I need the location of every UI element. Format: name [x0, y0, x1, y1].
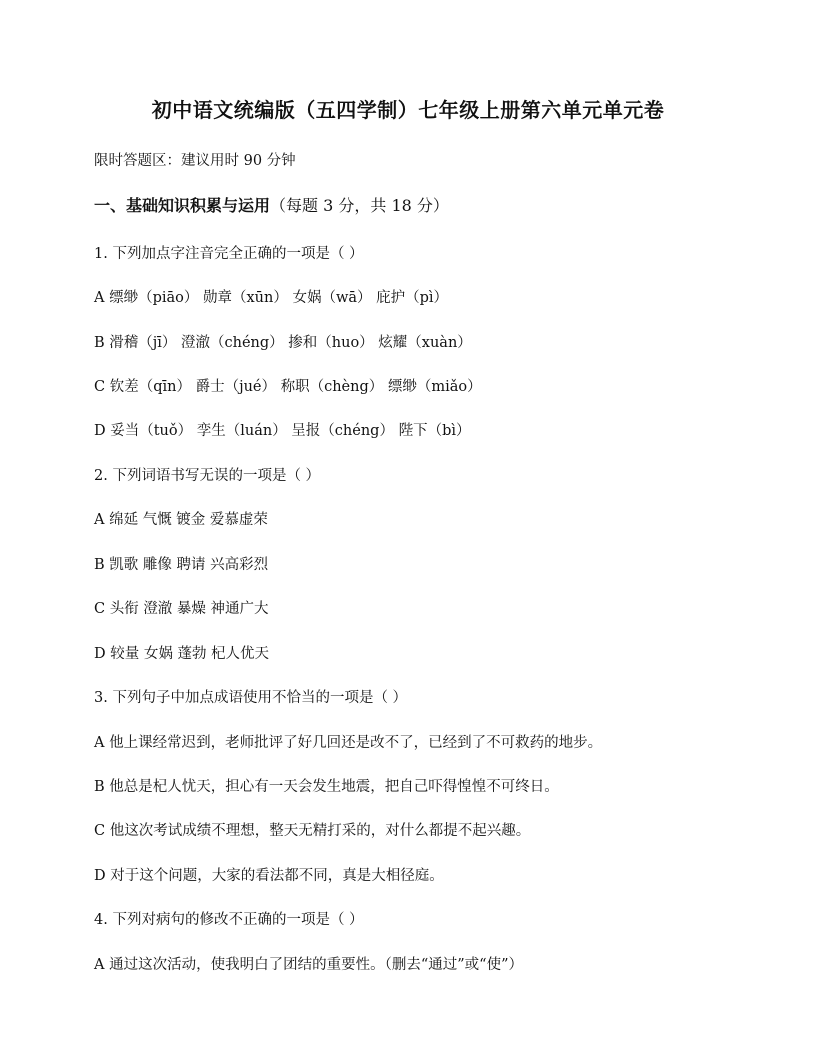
question-option: D 妥当（tuǒ） 孪生（luán） 呈报（chéng） 陛下（bì） — [94, 423, 471, 439]
question-stem: 4. 下列对病句的修改不正确的一项是（ ） — [94, 912, 364, 928]
time-note: 限时答题区：建议用时 90 分钟 — [94, 153, 296, 169]
question-option: B 滑稽（jī） 澄澈（chéng） 掺和（huo） 炫耀（xuàn） — [94, 335, 472, 351]
question-option: D 对于这个问题，大家的看法都不同，真是大相径庭。 — [94, 868, 444, 884]
question-option: A 通过这次活动，使我明白了团结的重要性。（删去“通过”或“使”） — [94, 957, 523, 973]
question-option: C 钦差（qīn） 爵士（jué） 称职（chèng） 缥缈（miǎo） — [94, 379, 482, 395]
question-option: A 他上课经常迟到，老师批评了好几回还是改不了，已经到了不可救药的地步。 — [94, 735, 603, 751]
document-title: 初中语文统编版（五四学制）七年级上册第六单元单元卷 — [151, 98, 665, 122]
question-stem: 3. 下列句子中加点成语使用不恰当的一项是（ ） — [94, 690, 408, 706]
question-option: D 较量 女娲 蓬勃 杞人优天 — [94, 646, 270, 662]
section-score: （每题 3 分，共 18 分） — [270, 196, 449, 215]
question-option: C 他这次考试成绩不理想，整天无精打采的，对什么都提不起兴趣。 — [94, 823, 531, 839]
question-option: A 缥缈（piāo） 勋章（xūn） 女娲（wā） 庇护（pì） — [94, 290, 449, 306]
section-title: 一、基础知识积累与运用 — [94, 196, 271, 215]
question-option: B 他总是杞人忧天，担心有一天会发生地震，把自己吓得惶惶不可终日。 — [94, 779, 559, 795]
question-stem: 2. 下列词语书写无误的一项是（ ） — [94, 468, 321, 484]
question-option: B 凯歌 雕像 聘请 兴高彩烈 — [94, 557, 269, 573]
question-option: C 头衔 澄澈 暴燥 神通广大 — [94, 601, 269, 617]
question-option: A 绵延 气慨 镀金 爱慕虚荣 — [94, 512, 268, 528]
question-stem: 1. 下列加点字注音完全正确的一项是（ ） — [94, 246, 364, 262]
section-heading — [94, 196, 449, 216]
